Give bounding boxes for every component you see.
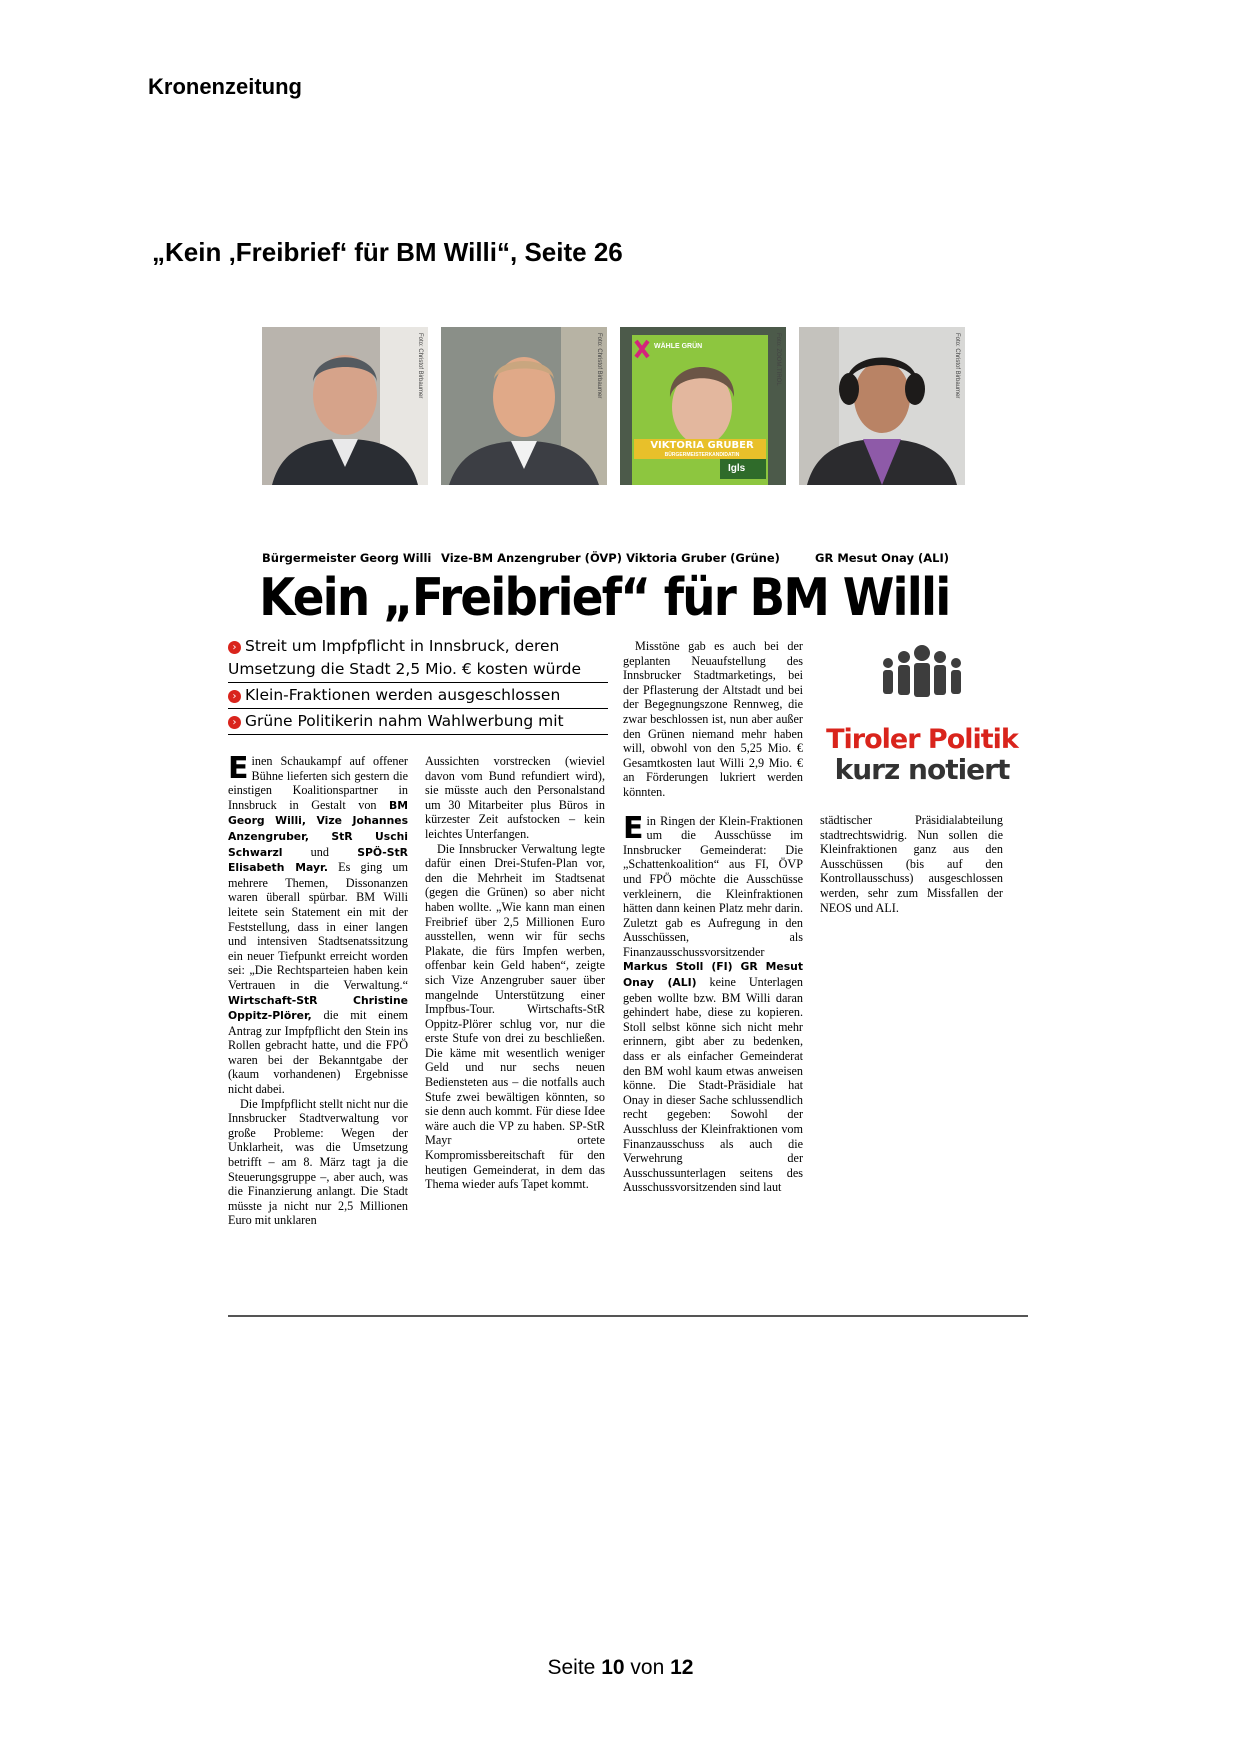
article-column-4: städtischer Präsidialabteilung stadtrechtswidrig. Nun sollen die Kleinfraktionen ganz aus den Ausschüssen (bis auf den Kontrollausschuss) ausgeschlossen werden, sehr zum Missfallen der NEOS und ALI. (820, 813, 1003, 915)
article-headline: Kein „Freibrief“ für BM Willi (259, 568, 950, 628)
drop-cap: E (228, 751, 249, 786)
section-title: Tiroler Politik (826, 724, 1018, 755)
photo-credit: Foto: Christof Birbaumer (596, 333, 602, 399)
bullet-arrow-icon: › (228, 690, 241, 703)
photo-georg-willi (262, 327, 428, 485)
subheadline-item: › Grüne Politikerin nahm Wahlwerbung mit (228, 709, 608, 735)
article-column-1: Einen Schaukampf auf offener Bühne lieferten sich gestern die einstigen Koalitionspartner in Innsbruck in Gestalt von BM Georg Willi, Vize Johannes Anzengruber, StR Uschi Schwarzl und SPÖ-StR Elisabeth Mayr. Es ging um mehrere Themen, Dissonanzen waren überall spürbar. BM Willi leitete sein Statement ein mit der Feststellung, dass in einer langen und intensiven Stadtsenatssitzung ein neuer Tiefpunkt erreicht worden sei: „Die Rechtsparteien haben kein Vertrauen in die Verwaltung.“ Wirtschaft-StR Christine Oppitz-Plörer, die mit einem Antrag zur Impfpflicht den Stein ins Rollen gebracht hatte, und die FPÖ waren bei der Bekanntgabe der (kaum vorhandenen) Ergebnisse nicht dabei. Die Impfpflicht stellt nicht nur die Innsbrucker Stadtverwaltung vor große Probleme: Wegen der Unklarheit, was die Umsetzung betrifft – am 8. März tagt ja die Steuerungsgruppe –, aber auch, was die Finanzierung anlangt. Die Stadt müsste ja nicht nur 2,5 Millionen Euro mit unklaren (228, 751, 408, 1228)
source-name: Kronenzeitung (148, 74, 302, 99)
photo-credit: Foto: Christof Birbaumer (954, 333, 960, 399)
photo-viktoria-gruber-poster (620, 327, 786, 485)
poster-name: VIKTORIA GRUBER (650, 440, 754, 451)
subheadline-list (228, 634, 608, 735)
section-subtitle: kurz notiert (834, 753, 1010, 786)
subheadline-item: Umsetzung die Stadt 2,5 Mio. € kosten würde (228, 657, 608, 683)
photo-caption: Vize-BM Anzengruber (ÖVP) (441, 551, 622, 565)
photo-caption: Viktoria Gruber (Grüne) (626, 551, 780, 565)
article-column-2: Aussichten vorstrecken (wieviel davon vom Bund refundiert wird), sie müsste auch den Personalstand um 30 Mitarbeiter plus Büros in kürzester Zeit aufstocken – kein leichtes Unterfangen. Die Innsbrucker Verwaltung legte dafür einen Drei-Stufen-Plan vor, den die Mehrheit im Stadtsenat (gegen die Grünen) so aber nicht haben wollte. „Wie kann man einen Freibrief über 2,5 Millionen Euro ausstellen, wenn wir für sechs Plakate, die fürs Impfen werben, offenbar kein Geld haben“, zeigte sich Vize Anzengruber sauer über mangelnde Unterstützung einer Impfbus-Tour. Wirtschafts-StR Oppitz-Plörer schlug vor, nur die erste Stufe von drei zu beschließen. Die käme mit wesentlich weniger Geld und nur sechs neuen Bediensteten aus – die notfalls auch Stufe zwei bewältigen könnten, so sie denn auch kommt. Für diese Idee wäre auch die VP zu haben. SP-StR Mayr ortete Kompromissbereitschaft für den heutigen Gemeinderat, in dem das Thema wieder aufs Tapet kommt. (425, 754, 605, 1192)
section-box (822, 644, 1022, 785)
document-title: „Kein ‚Freibrief‘ für BM Willi“, Seite 26 (152, 237, 623, 267)
photo-mesut-onay (799, 327, 965, 485)
poster-logo: Igls (728, 463, 746, 474)
photo-anzengruber (441, 327, 607, 485)
page-footer: Seite 10 von 12 (547, 1656, 694, 1679)
drop-cap: E (623, 810, 644, 846)
newspaper-clipping (222, 322, 1030, 1322)
article-column-3: Misstöne gab es auch bei der geplanten Neuaufstellung des Innsbrucker Stadtmarketings, bei der Pflasterung der Altstadt und bei der Begegnungszone Rennweg, die zwar beschlossen ist, nun aber außer den Grünen niemand mehr haben will, obwohl von den 5,25 Mio. € Gesamtkosten laut Willi 2,9 Mio. € an Förderungen lukriert werden könnten. Ein Ringen der Klein-Fraktionen um die Ausschüsse im Innsbrucker Gemeinderat: Die „Schattenkoalition“ aus FI, ÖVP und FPÖ möchte die Ausschüsse verkleinern, die Kleinfraktionen hätten dann keinen Platz mehr darin. Zuletzt gab es Aufregung in den Ausschüssen, als Finanzausschussvorsitzender Markus Stoll (FI) GR Mesut Onay (ALI) keine Unterlagen geben wollte bzw. BM Willi daran gehindert habe, diese zu kopieren. Stoll selbst könne sich nicht mehr erinnern, gibt aber zu bedenken, dass er als einfacher Gemeinderat den BM wohl kaum etwas anweisen könne. Die Stadt-Präsidiale hat Onay in dieser Sache schlussendlich recht gegeben: Sowohl der Ausschluss der Kleinfraktionen vom Finanzausschuss als auch die Verwehrung der Ausschussunterlagen seitens des Ausschussvorsitzenden sind laut (623, 639, 803, 1195)
bullet-arrow-icon: › (228, 716, 241, 729)
photo-caption: Bürgermeister Georg Willi (262, 551, 432, 565)
photo-credit: Foto: Christof Birbaumer (417, 333, 423, 399)
photo-caption: GR Mesut Onay (ALI) (815, 551, 949, 565)
people-group-icon (880, 644, 964, 714)
subheadline-item: › Klein-Fraktionen werden ausgeschlossen (228, 683, 608, 709)
photo-credit: Foto: ZOOM.TIROL (775, 333, 781, 386)
bottom-rule (228, 1315, 1028, 1317)
subheadline-item: › Streit um Impfpflicht in Innsbruck, deren (228, 634, 608, 657)
poster-top-text: WÄHLE GRÜN (654, 343, 703, 350)
poster-role: BÜRGERMEISTERKANDIDATIN (664, 452, 740, 458)
bullet-arrow-icon: › (228, 641, 241, 654)
